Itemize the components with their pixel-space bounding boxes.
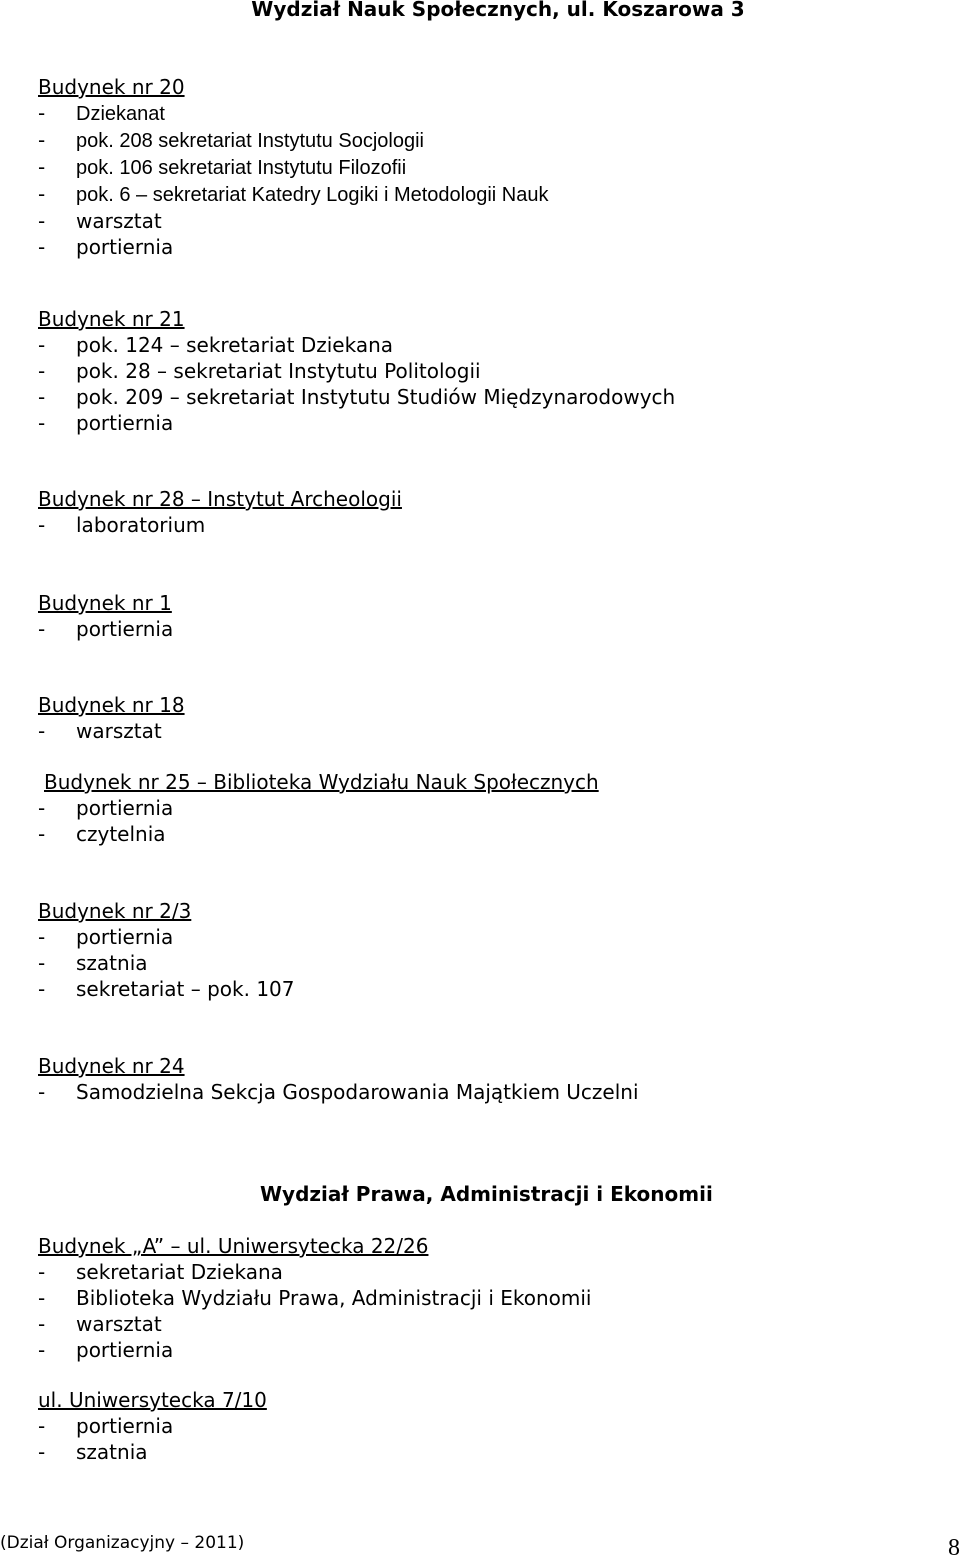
section-building-25 xyxy=(38,769,599,847)
list-item: - laboratorium xyxy=(38,513,206,537)
section-heading: Budynek nr 28 – Instytut Archeologii xyxy=(38,487,402,511)
list-item: - portiernia xyxy=(38,1338,174,1362)
section-heading: Budynek nr 1 xyxy=(38,591,172,615)
list-item: - warsztat xyxy=(38,209,162,233)
section-building-a xyxy=(38,1233,591,1363)
item-list xyxy=(38,1259,591,1363)
section-building-21 xyxy=(38,306,675,436)
list-item: - portiernia xyxy=(38,411,174,435)
section-heading: Budynek nr 2/3 xyxy=(38,899,192,923)
list-item: - portiernia xyxy=(38,617,174,641)
section-heading: Budynek nr 18 xyxy=(38,693,185,717)
section-heading: ul. Uniwersytecka 7/10 xyxy=(38,1388,267,1412)
section-heading: Budynek nr 25 – Biblioteka Wydziału Nauk Społecznych xyxy=(44,770,599,794)
section-building-2-3 xyxy=(38,898,295,1002)
list-item: - szatnia xyxy=(38,951,148,975)
list-item: - Biblioteka Wydziału Prawa, Administracji i Ekonomii xyxy=(38,1286,592,1310)
list-item: - warsztat xyxy=(38,719,162,743)
item-list xyxy=(38,616,173,642)
section-heading: Budynek nr 24 xyxy=(38,1054,185,1078)
section-heading: Budynek nr 21 xyxy=(38,307,185,331)
item-list xyxy=(38,332,675,436)
list-item: - szatnia xyxy=(38,1440,148,1464)
list-item: - pok. 6 – sekretariat Katedry Logiki i Metodologii Nauk xyxy=(38,182,549,206)
list-item: - czytelnia xyxy=(38,822,166,846)
faculty-title-social-sciences: Wydział Nauk Społecznych, ul. Koszarowa 3 xyxy=(251,0,745,21)
list-item: - pok. 124 – sekretariat Dziekana xyxy=(38,333,394,357)
item-list xyxy=(38,1079,639,1105)
list-item: - pok. 28 – sekretariat Instytutu Politologii xyxy=(38,359,481,383)
list-item: - sekretariat Dziekana xyxy=(38,1260,283,1284)
faculty-title-law: Wydział Prawa, Administracji i Ekonomii xyxy=(260,1182,713,1206)
section-uniwersytecka-7-10 xyxy=(38,1387,267,1465)
item-list xyxy=(38,512,402,538)
list-item: - pok. 208 sekretariat Instytutu Socjologii xyxy=(38,128,424,152)
section-building-28 xyxy=(38,486,402,538)
section-building-1 xyxy=(38,590,173,642)
section-building-20 xyxy=(38,74,548,260)
section-building-18 xyxy=(38,692,185,744)
list-item: - portiernia xyxy=(38,796,174,820)
list-item: - Samodzielna Sekcja Gospodarowania Majątkiem Uczelni xyxy=(38,1080,639,1104)
section-heading: Budynek „A” – ul. Uniwersytecka 22/26 xyxy=(38,1234,429,1258)
list-item: - sekretariat – pok. 107 xyxy=(38,977,295,1001)
footer-note: (Dział Organizacyjny – 2011) xyxy=(0,1533,245,1553)
section-building-24 xyxy=(38,1053,639,1105)
page-number: 8 xyxy=(948,1535,960,1561)
list-item: - portiernia xyxy=(38,1414,174,1438)
list-item: - portiernia xyxy=(38,925,174,949)
item-list xyxy=(38,795,599,847)
item-list xyxy=(38,718,185,744)
section-heading: Budynek nr 20 xyxy=(38,75,185,99)
list-item: - pok. 106 sekretariat Instytutu Filozofii xyxy=(38,155,407,179)
list-item: - Dziekanat xyxy=(38,101,165,125)
list-item: - warsztat xyxy=(38,1312,162,1336)
item-list xyxy=(38,1413,267,1465)
item-list xyxy=(38,924,295,1002)
list-item: - portiernia xyxy=(38,235,174,259)
list-item: - pok. 209 – sekretariat Instytutu Studiów Międzynarodowych xyxy=(38,385,676,409)
item-list xyxy=(38,100,548,260)
